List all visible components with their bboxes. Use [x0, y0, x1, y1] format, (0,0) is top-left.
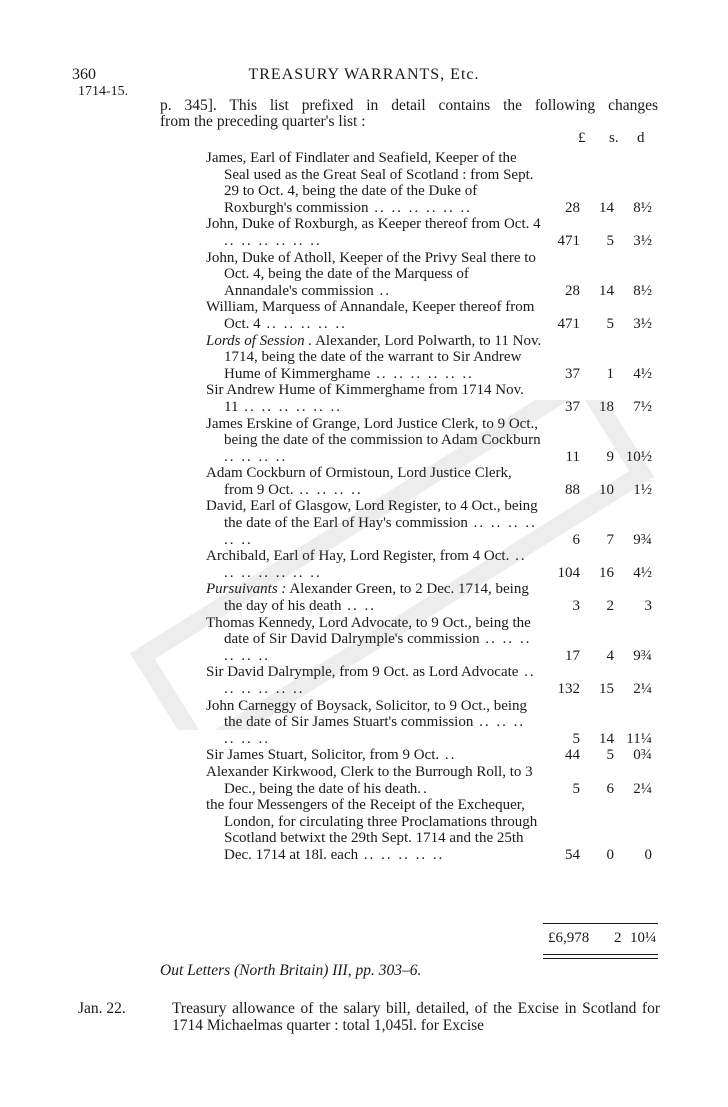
- total-pounds: £6,978: [548, 930, 590, 946]
- page-number: 360: [72, 66, 96, 83]
- amount-pence: 7½: [633, 398, 652, 415]
- ledger-entry: [206, 763, 652, 797]
- entry-text: [206, 747, 542, 764]
- entry-amount: [546, 847, 666, 864]
- amount-pounds: 54: [565, 846, 580, 863]
- leader-dots: .. ..: [341, 598, 376, 615]
- entry-body: Thomas Kennedy, Lord Advocate, to 9 Oct., being the date of Sir David Dalrymple's commission: [206, 614, 531, 648]
- ledger-entry: [206, 664, 652, 697]
- entry-body: Archibald, Earl of Hay, Lord Register, from 4 Oct.: [206, 548, 510, 565]
- source-citation: Out Letters (North Britain) III, pp. 303–6.: [160, 962, 422, 979]
- amount-shillings: 10: [599, 481, 614, 498]
- amount-shillings: 4: [606, 647, 614, 664]
- total-shillings: 2: [614, 930, 622, 946]
- amount-pounds: 11: [565, 448, 580, 465]
- entry-amount: [546, 781, 666, 798]
- amount-pounds: 5: [572, 780, 580, 797]
- amount-pounds: 44: [565, 747, 580, 764]
- amount-shillings: 2: [606, 598, 614, 615]
- amount-shillings: 14: [599, 282, 614, 299]
- ledger-entry: [206, 382, 652, 415]
- entry-body: Alexander Green, to 2 Dec. 1714, being the day of his death: [224, 581, 529, 615]
- entry-amount: [546, 681, 666, 698]
- entry-body: James, Earl of Findlater and Seafield, Keeper of the Seal used as the Great Seal of Scotland : from Sept. 29 to Oct. 4, being the date of the Duke of Roxburgh's commission: [206, 150, 534, 216]
- amount-shillings: 5: [606, 315, 614, 332]
- ledger-entry: [206, 581, 652, 615]
- ledger-entry: [206, 249, 652, 300]
- entry-amount: [546, 200, 666, 217]
- entry-amount: [546, 449, 666, 466]
- intro-paragraph: [160, 98, 658, 130]
- amount-shillings: 18: [599, 398, 614, 415]
- entry-text: [206, 797, 542, 863]
- leader-dots: .. .. .. .. .. ..: [370, 365, 474, 382]
- column-head-pounds: £: [578, 130, 586, 146]
- entry-amount: [546, 648, 666, 665]
- entry-text: [206, 664, 542, 697]
- entry-amount: [546, 366, 666, 383]
- amount-pounds: 5: [572, 730, 580, 747]
- amount-pence: 3½: [633, 232, 652, 249]
- ledger-entry: [206, 797, 652, 863]
- column-head-pence: d: [637, 130, 645, 146]
- ledger-entry: [206, 299, 652, 332]
- entry-amount: [546, 399, 666, 416]
- leader-dots: .. .. .. .. .. ..: [224, 664, 536, 697]
- leader-dots: .. .. .. .. ..: [358, 846, 445, 863]
- amount-pounds: 37: [565, 365, 580, 382]
- leader-dots: .. .. .. .. .. ..: [224, 631, 532, 664]
- leader-dots: .. .. .. .. .. ..: [238, 398, 342, 415]
- leader-dots: .. .. .. .. .. ..: [368, 199, 473, 216]
- total-rule-bottom-1: [543, 954, 658, 955]
- leader-dots: ..: [417, 780, 429, 797]
- entry-text: [206, 498, 542, 548]
- entry-amount: [546, 283, 666, 300]
- leader-dots: .. .. .. ..: [224, 448, 288, 465]
- amount-shillings: 7: [606, 531, 614, 548]
- amount-shillings: 14: [599, 730, 614, 747]
- total-rule-top: [543, 923, 658, 924]
- entry-body: Adam Cockburn of Ormistoun, Lord Justice Clerk, from 9 Oct.: [206, 465, 512, 498]
- entry-body: John, Duke of Roxburgh, as Keeper thereof from Oct. 4: [206, 216, 541, 233]
- margin-years: 1714-15.: [78, 84, 129, 99]
- entry-text: [206, 548, 542, 581]
- entry-body: David, Earl of Glasgow, Lord Register, to 4 Oct., being the date of the Earl of Hay's commission: [206, 498, 538, 532]
- amount-pounds: 132: [557, 681, 580, 697]
- entry-heading: Pursuivants :: [206, 581, 287, 598]
- amount-pence: 9¾: [633, 647, 652, 664]
- entry-heading: Lords of Session .: [206, 332, 313, 349]
- ledger-entry: [206, 614, 652, 665]
- leader-dots: .. .. .. .. .. .. ..: [224, 548, 527, 581]
- entry-amount: [546, 747, 666, 764]
- total-pence: 10¼: [630, 930, 657, 946]
- amount-shillings: 14: [599, 199, 614, 216]
- amount-pounds: 28: [565, 199, 580, 216]
- ledger-entry: [206, 216, 652, 249]
- amount-shillings: 16: [599, 564, 614, 581]
- entry-text: [206, 216, 542, 249]
- amount-pounds: 104: [557, 564, 580, 581]
- amount-pence: 4½: [633, 564, 652, 581]
- ledger-entry: [206, 548, 652, 581]
- entry-body: Sir James Stuart, Solicitor, from 9 Oct.: [206, 747, 440, 764]
- amount-pence: 3½: [633, 315, 652, 332]
- leader-dots: ..: [373, 282, 392, 299]
- amount-pence: 2¼: [633, 780, 652, 797]
- leader-dots: .. .. .. .. .. ..: [224, 232, 322, 249]
- amount-pence: 0: [644, 846, 652, 863]
- amount-pounds: 3: [572, 598, 580, 615]
- column-head-shillings: s.: [609, 130, 619, 146]
- entry-text: [206, 382, 542, 415]
- ledger-entry: [206, 498, 652, 548]
- entry-text: [206, 250, 542, 300]
- running-head: TREASURY WARRANTS, Etc.: [248, 66, 480, 83]
- amount-pounds: 6: [572, 531, 580, 548]
- entry-text: [206, 299, 542, 332]
- amount-shillings: 9: [606, 448, 614, 465]
- entry-amount: [546, 532, 666, 549]
- amount-pence: 4½: [633, 365, 652, 382]
- entry-text: [206, 615, 542, 665]
- amount-shillings: 6: [606, 780, 614, 797]
- entry-amount: [546, 598, 666, 615]
- total-rule-bottom-2: [543, 958, 658, 959]
- amount-shillings: 15: [599, 681, 614, 697]
- amount-pence: 3: [644, 598, 652, 615]
- amount-pounds: 28: [565, 282, 580, 299]
- entry-text: [206, 465, 542, 498]
- entry-body: Alexander Kirkwood, Clerk to the Burrough Roll, to 3 Dec., being the date of his death: [206, 763, 533, 797]
- leader-dots: .. .. .. ..: [293, 481, 363, 498]
- leader-dots: .. .. .. .. ..: [260, 315, 347, 332]
- entry-amount: [546, 731, 666, 748]
- ledger-entry: [206, 697, 652, 748]
- entry-text: [206, 698, 542, 748]
- entry-body: James Erskine of Grange, Lord Justice Clerk, to 9 Oct., being the date of the commission to Adam Cockburn: [206, 415, 541, 449]
- amount-pounds: 471: [557, 232, 580, 249]
- entry-body: the four Messengers of the Receipt of the Exchequer, London, for circulating three Proclamations through Scotland betwixt the 29th Sept. 1714 and the 25th Dec. 1714 at 18l. each: [206, 797, 538, 863]
- entry-body: William, Marquess of Annandale, Keeper thereof from Oct. 4: [206, 299, 535, 332]
- amount-pounds: 88: [565, 481, 580, 498]
- ledger-entry: [206, 332, 652, 383]
- entry-body: Alexander, Lord Polwarth, to 11 Nov. 1714, being the date of the warrant to Sir Andrew Hume of Kimmerghame: [224, 332, 542, 382]
- leader-dots: .. .. .. .. .. ..: [224, 515, 537, 548]
- ledger-entry: [206, 747, 652, 764]
- entry-text: [206, 150, 542, 216]
- entry-amount: [546, 316, 666, 333]
- amount-shillings: 1: [606, 365, 614, 382]
- entry-body: John, Duke of Atholl, Keeper of the Privy Seal there to Oct. 4, being the date of the Marquess of Annandale's commission: [206, 249, 536, 299]
- closing-paragraph: Treasury allowance of the salary bill, detailed, of the Excise in Scotland for 1714 Michaelmas quarter : total 1,045l. for Excise: [172, 1000, 660, 1034]
- amount-shillings: 5: [606, 747, 614, 764]
- entry-body: Sir David Dalrymple, from 9 Oct. as Lord Advocate: [206, 664, 519, 681]
- closing-date: Jan. 22.: [78, 1000, 126, 1017]
- amount-pence: 10½: [625, 448, 652, 465]
- entry-amount: [546, 482, 666, 499]
- amount-pence: 2¼: [633, 681, 652, 697]
- leader-dots: ..: [439, 747, 457, 764]
- entry-amount: [546, 565, 666, 582]
- entry-text: [206, 333, 542, 383]
- amount-shillings: 5: [606, 232, 614, 249]
- amount-pence: 11¼: [626, 730, 652, 747]
- leader-dots: .. .. .. .. .. ..: [224, 714, 526, 747]
- amount-shillings: 0: [606, 846, 614, 863]
- ledger-entry: [206, 415, 652, 466]
- ledger-entry: [206, 465, 652, 498]
- amount-pence: 9¾: [633, 531, 652, 548]
- entry-body: Sir Andrew Hume of Kimmerghame from 1714 Nov. 11: [206, 382, 524, 415]
- entries-list: [206, 150, 666, 864]
- entry-text: [206, 416, 542, 466]
- entry-amount: [546, 233, 666, 250]
- entry-text: [206, 764, 542, 797]
- amount-pence: 1½: [633, 481, 652, 498]
- intro-line-2: from the preceding quarter's list :: [160, 113, 366, 130]
- amount-pounds: 37: [565, 398, 580, 415]
- intro-line-1: p. 345]. This list prefixed in detail contains the following changes: [160, 97, 658, 114]
- amount-pounds: 17: [565, 647, 580, 664]
- ledger-entry: [206, 150, 652, 216]
- amount-pounds: 471: [557, 315, 580, 332]
- entry-body: John Carneggy of Boysack, Solicitor, to 9 Oct., being the date of Sir James Stuart's commission: [206, 697, 528, 731]
- amount-pence: 0¾: [633, 747, 652, 764]
- amount-pence: 8½: [633, 282, 652, 299]
- amount-pence: 8½: [633, 199, 652, 216]
- entry-text: [206, 581, 542, 614]
